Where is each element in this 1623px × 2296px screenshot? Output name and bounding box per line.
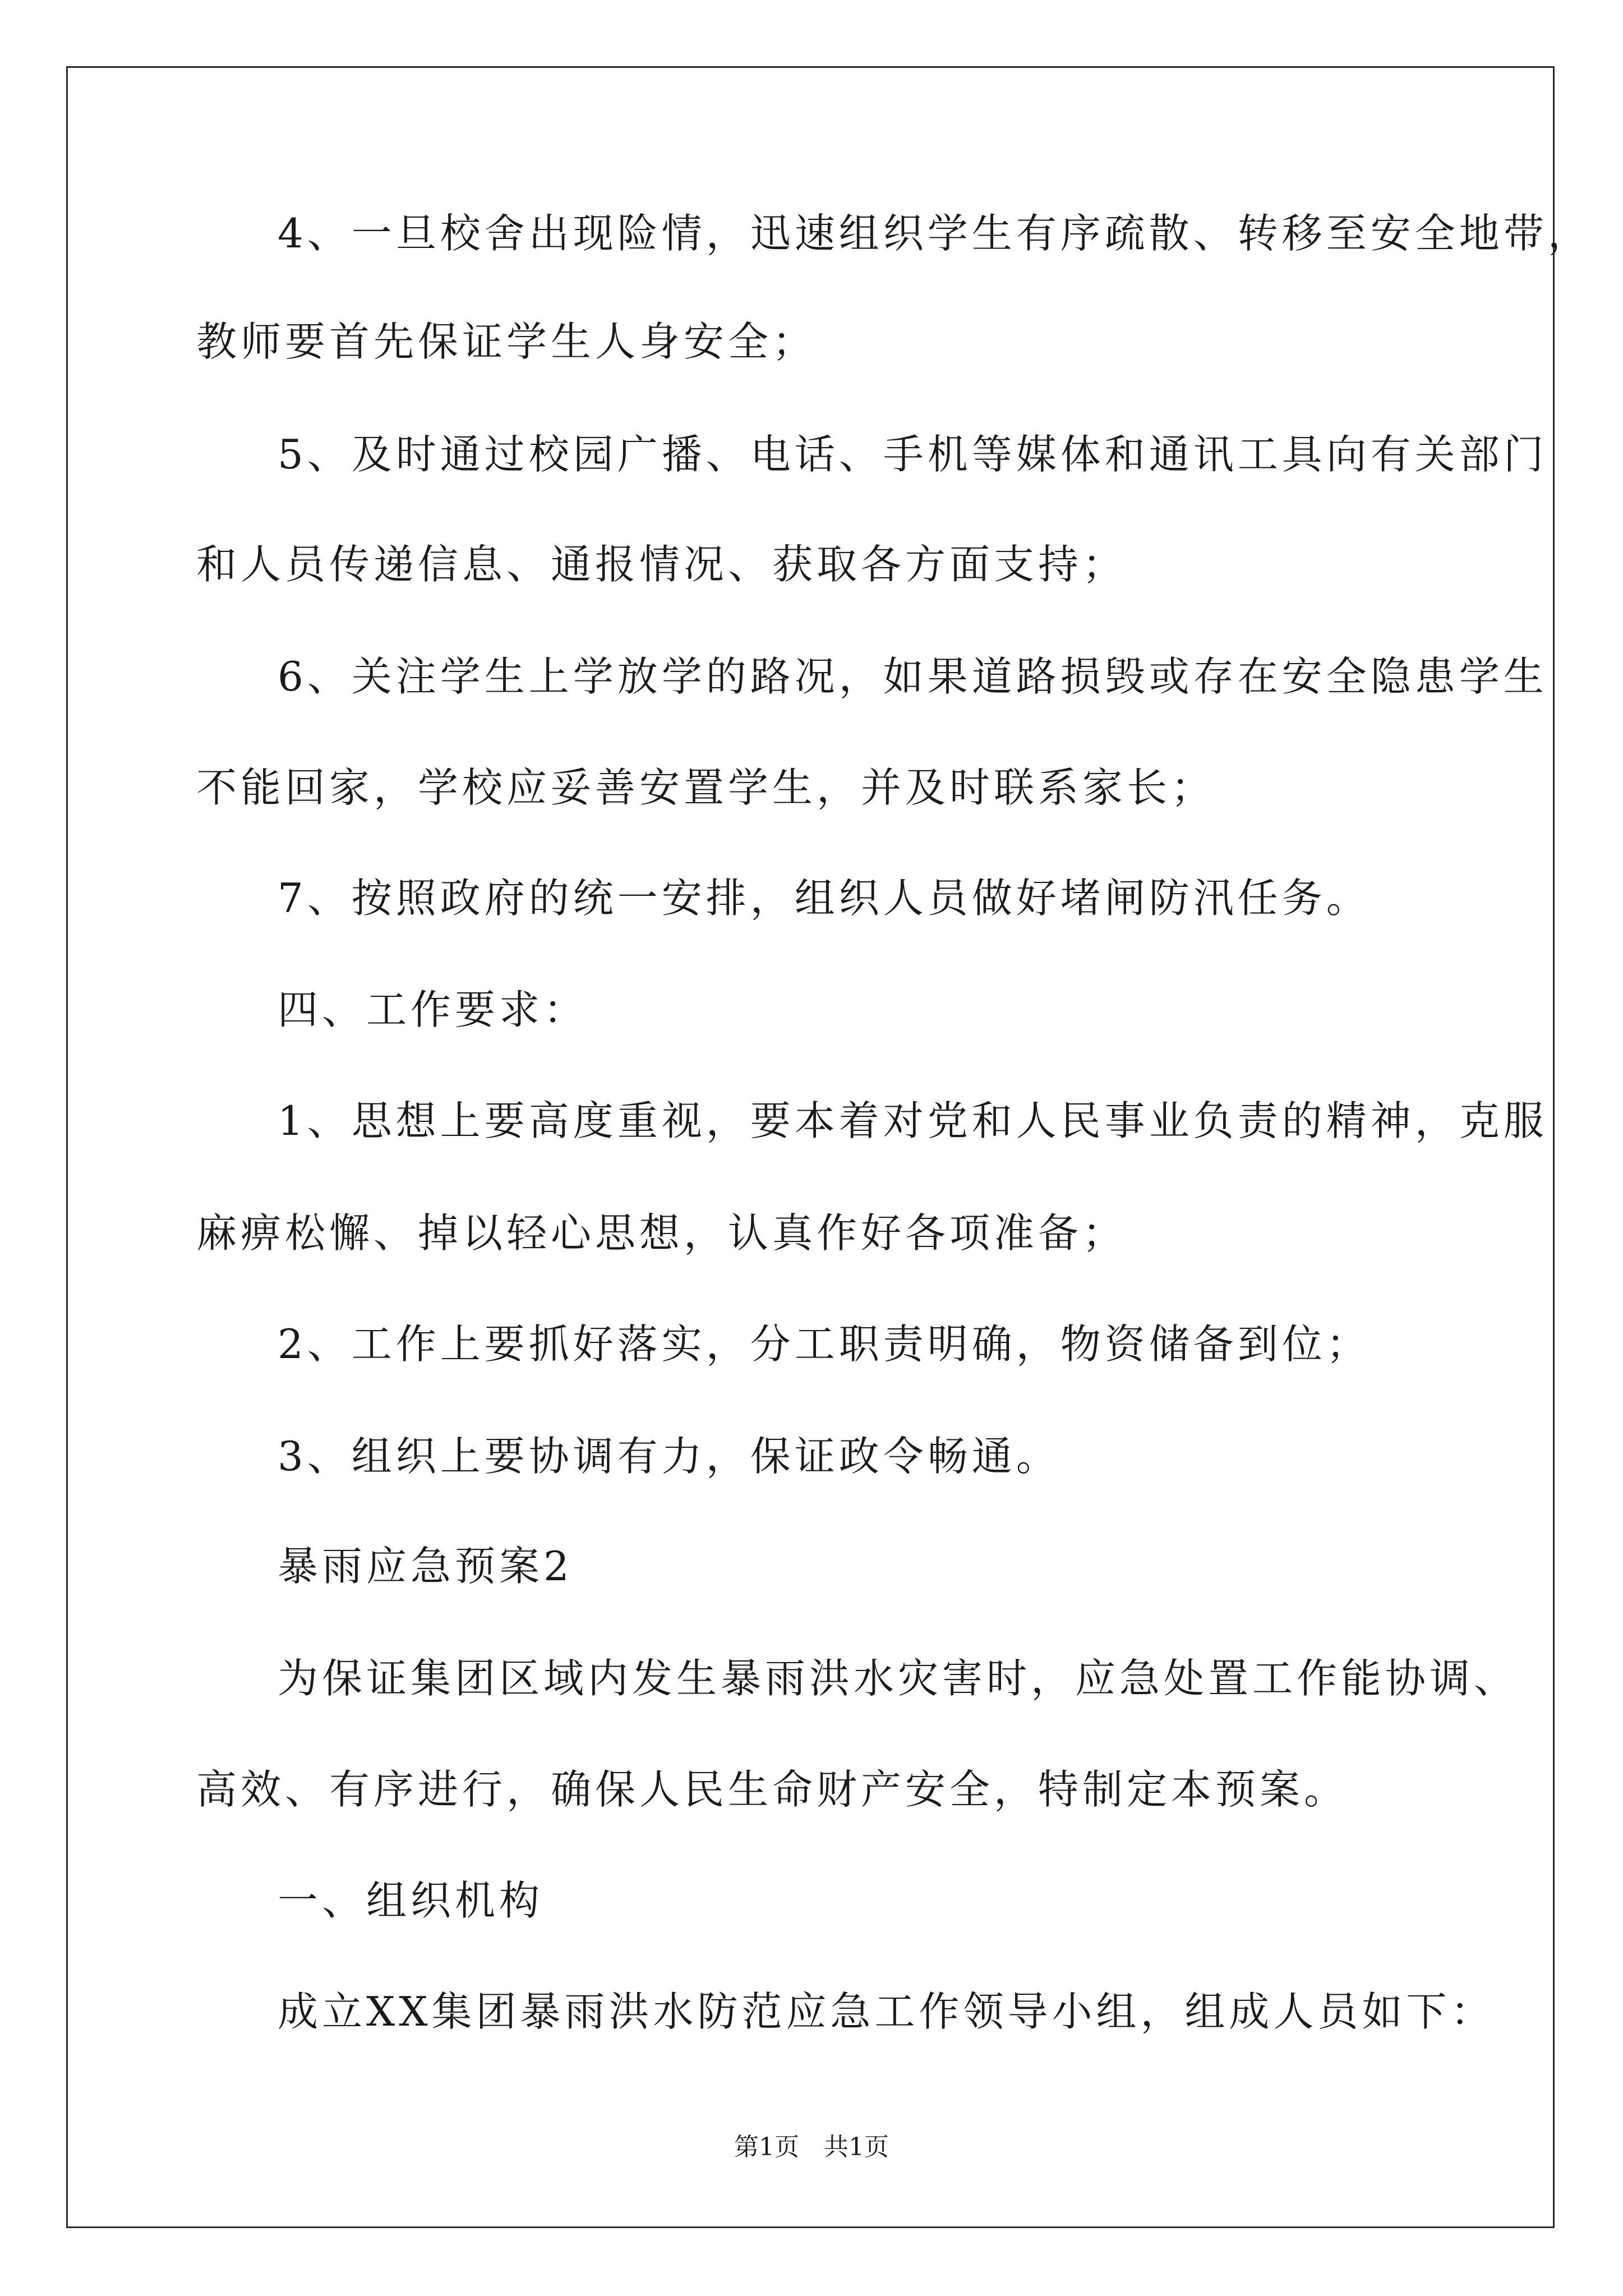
paragraph-line: 4、一旦校舍出现险情，迅速组织学生有序疏散、转移至安全地带， (278, 210, 1592, 257)
page-footer: 第1页 共1页 (734, 2133, 889, 2161)
paragraph-line: 5、及时通过校园广播、电话、手机等媒体和通讯工具向有关部门 (278, 431, 1548, 478)
document-title: 暴雨应急预案2 (278, 1543, 573, 1590)
paragraph-line: 6、关注学生上学放学的路况，如果道路损毁或存在安全隐患学生 (278, 653, 1548, 700)
paragraph-line: 教师要首先保证学生人身安全； (196, 318, 817, 365)
paragraph-line: 不能回家，学校应妥善安置学生，并及时联系家长； (196, 764, 1216, 811)
paragraph-line: 麻痹松懈、掉以轻心思想，认真作好各项准备； (196, 1209, 1127, 1257)
section-heading: 一、组织机构 (278, 1877, 544, 1924)
paragraph-line: 3、组织上要协调有力，保证政令畅通。 (278, 1433, 1061, 1480)
paragraph-line: 7、按照政府的统一安排，组织人员做好堵闸防汛任务。 (278, 875, 1371, 922)
paragraph-line: 为保证集团区域内发生暴雨洪水灾害时，应急处置工作能协调、 (278, 1655, 1519, 1702)
paragraph-line: 2、工作上要抓好落实，分工职责明确，物资储备到位； (278, 1320, 1371, 1368)
paragraph-line: 和人员传递信息、通报情况、获取各方面支持； (196, 541, 1127, 588)
paragraph-line: 成立XX集团暴雨洪水防范应急工作领导小组，组成人员如下： (278, 1988, 1495, 2035)
section-heading: 四、工作要求： (278, 986, 588, 1033)
paragraph-line: 高效、有序进行，确保人民生命财产安全，特制定本预案。 (196, 1766, 1349, 1813)
paragraph-line: 1、思想上要高度重视，要本着对党和人民事业负责的精神，克服 (278, 1097, 1548, 1144)
